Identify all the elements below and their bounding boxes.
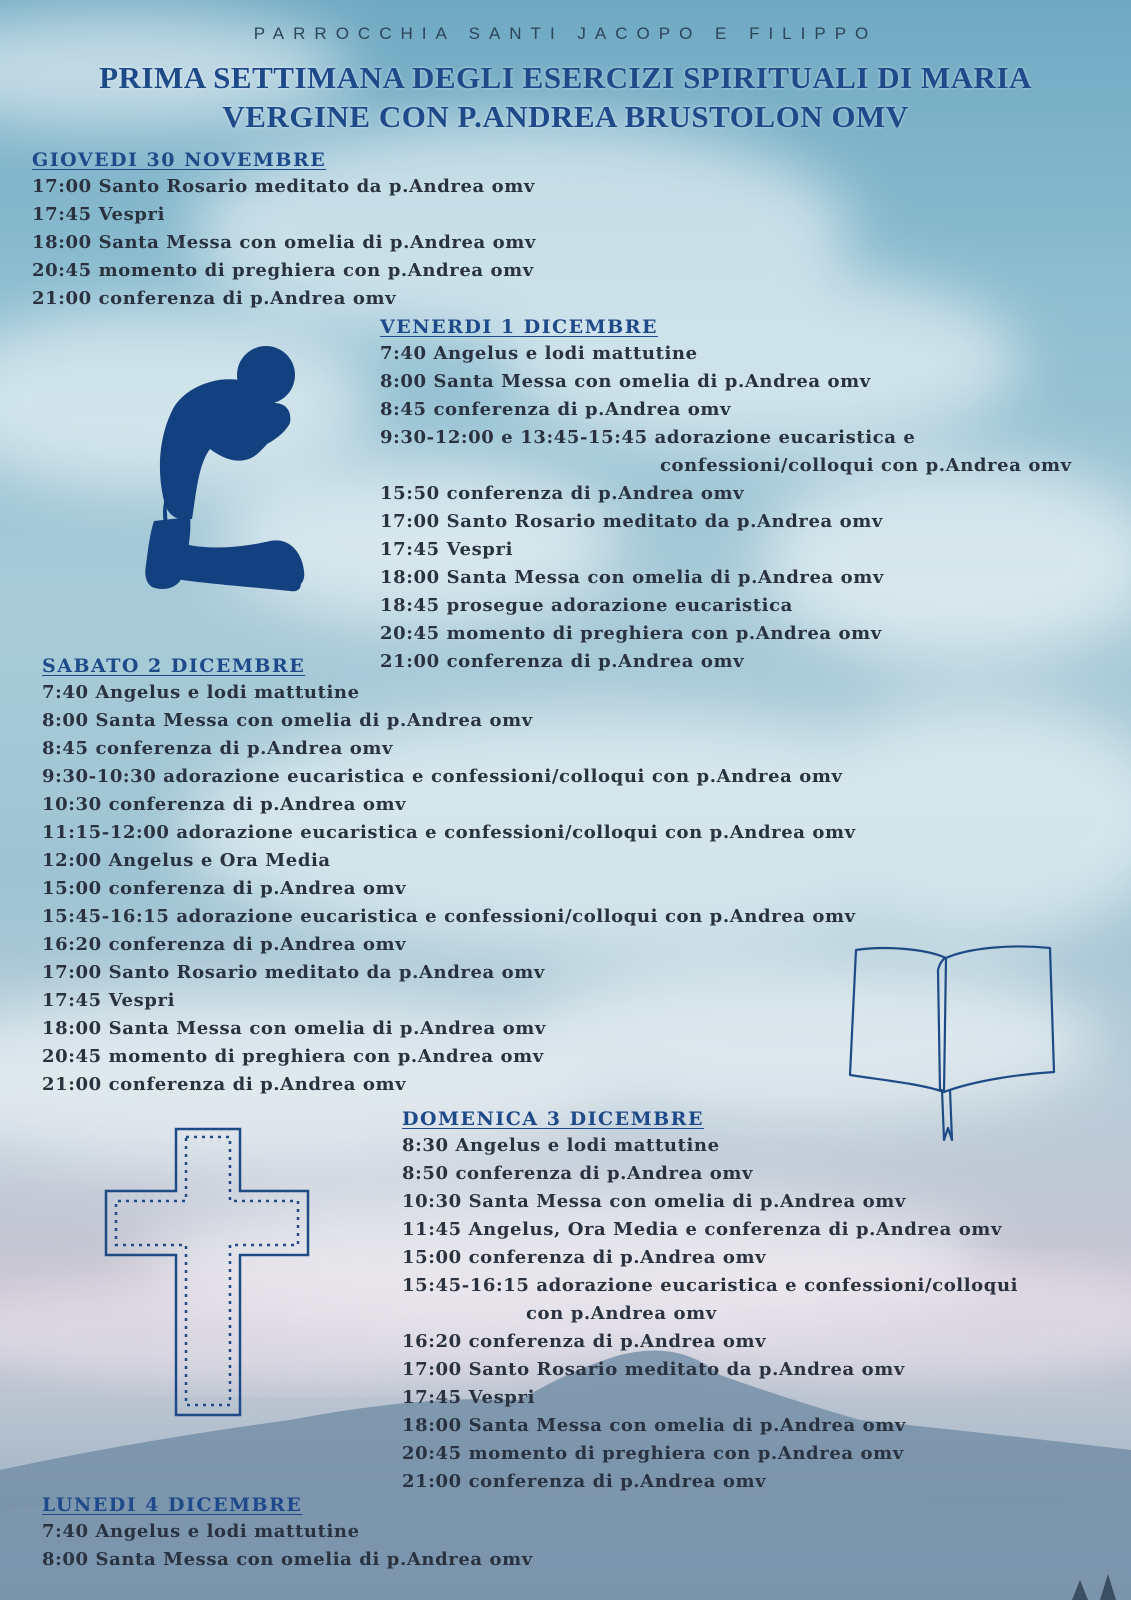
- schedule-item: 18:00 Santa Messa con omelia di p.Andrea omv: [32, 232, 536, 253]
- praying-man-icon: [140, 345, 320, 600]
- page-title: PRIMA SETTIMANA DEGLI ESERCIZI SPIRITUALI DI MARIA VERGINE CON P.ANDREA BRUSTOLON OMV: [99, 60, 1032, 134]
- schedule-item: 20:45 momento di preghiera con p.Andrea omv: [32, 260, 534, 281]
- schedule-item: 11:15-12:00 adorazione eucaristica e confessioni/colloqui con p.Andrea omv: [42, 822, 856, 843]
- schedule-item: 21:00 conferenza di p.Andrea omv: [380, 651, 745, 672]
- schedule-item: 21:00 conferenza di p.Andrea omv: [32, 288, 397, 309]
- schedule-item: 17:45 Vespri: [380, 539, 514, 560]
- schedule-item: 17:45 Vespri: [402, 1387, 536, 1408]
- schedule-item: 7:40 Angelus e lodi mattutine: [380, 343, 698, 364]
- schedule-item: 8:45 conferenza di p.Andrea omv: [380, 399, 732, 420]
- schedule-list: [42, 679, 856, 1099]
- day-thursday: [32, 148, 536, 313]
- schedule-item: [402, 1272, 1018, 1328]
- schedule-item: 17:00 Santo Rosario meditato da p.Andrea omv: [42, 962, 545, 983]
- schedule-list: [380, 340, 1072, 676]
- day-saturday: [42, 654, 856, 1099]
- open-book-icon: [842, 940, 1082, 1165]
- schedule-item: 20:45 momento di preghiera con p.Andrea omv: [380, 623, 882, 644]
- schedule-item: 9:30-10:30 adorazione eucaristica e confessioni/colloqui con p.Andrea omv: [42, 766, 843, 787]
- schedule-item: [380, 424, 1072, 480]
- schedule-item: 8:00 Santa Messa con omelia di p.Andrea omv: [380, 371, 871, 392]
- schedule-item: 10:30 conferenza di p.Andrea omv: [42, 794, 407, 815]
- schedule-item: 20:45 momento di preghiera con p.Andrea omv: [42, 1046, 544, 1067]
- schedule-item: 17:45 Vespri: [32, 204, 166, 225]
- day-title: GIOVEDI 30 NOVEMBRE: [32, 149, 327, 171]
- schedule-item: 17:00 Santo Rosario meditato da p.Andrea omv: [32, 176, 535, 197]
- schedule-item: 8:30 Angelus e lodi mattutine: [402, 1135, 720, 1156]
- schedule-item-continuation: confessioni/colloqui con p.Andrea omv: [660, 455, 1072, 476]
- schedule-list: [32, 173, 536, 313]
- schedule-item: 8:45 conferenza di p.Andrea omv: [42, 738, 394, 759]
- schedule-item: 21:00 conferenza di p.Andrea omv: [402, 1471, 767, 1492]
- schedule-item: 7:40 Angelus e lodi mattutine: [42, 1521, 360, 1542]
- schedule-item: 17:00 Santo Rosario meditato da p.Andrea omv: [402, 1359, 905, 1380]
- schedule-item: 18:00 Santa Messa con omelia di p.Andrea omv: [42, 1018, 546, 1039]
- schedule-item: 18:45 prosegue adorazione eucaristica: [380, 595, 793, 616]
- schedule-item: 18:00 Santa Messa con omelia di p.Andrea omv: [402, 1415, 906, 1436]
- schedule-item: 15:45-16:15 adorazione eucaristica e confessioni/colloqui con p.Andrea omv: [42, 906, 856, 927]
- parish-name: PARROCCHIA SANTI JACOPO E FILIPPO: [253, 24, 878, 43]
- schedule-item: 7:40 Angelus e lodi mattutine: [42, 682, 360, 703]
- day-title: LUNEDI 4 DICEMBRE: [42, 1494, 303, 1516]
- schedule-item: 15:50 conferenza di p.Andrea omv: [380, 483, 745, 504]
- dna-cross-icon: [98, 1125, 318, 1425]
- schedule-item: 17:45 Vespri: [42, 990, 176, 1011]
- day-monday: [42, 1493, 533, 1574]
- schedule-item: 8:50 conferenza di p.Andrea omv: [402, 1163, 754, 1184]
- schedule-item: 20:45 momento di preghiera con p.Andrea omv: [402, 1443, 904, 1464]
- schedule-item: 10:30 Santa Messa con omelia di p.Andrea omv: [402, 1191, 906, 1212]
- schedule-item: 15:00 conferenza di p.Andrea omv: [42, 878, 407, 899]
- schedule-item: 21:00 conferenza di p.Andrea omv: [42, 1074, 407, 1095]
- schedule-item: 16:20 conferenza di p.Andrea omv: [42, 934, 407, 955]
- day-title: DOMENICA 3 DICEMBRE: [402, 1108, 704, 1130]
- schedule-list: [42, 1518, 533, 1574]
- day-title: VENERDI 1 DICEMBRE: [380, 316, 659, 338]
- schedule-item-text: 9:30-12:00 e 13:45-15:45 adorazione eucaristica e: [380, 427, 916, 448]
- day-friday: [380, 315, 1072, 676]
- schedule-item: 12:00 Angelus e Ora Media: [42, 850, 331, 871]
- day-sunday: [402, 1107, 1018, 1496]
- schedule-item: 15:00 conferenza di p.Andrea omv: [402, 1247, 767, 1268]
- schedule-item: 16:20 conferenza di p.Andrea omv: [402, 1331, 767, 1352]
- schedule-item: 17:00 Santo Rosario meditato da p.Andrea omv: [380, 511, 883, 532]
- schedule-list: [402, 1132, 1018, 1496]
- schedule-item: 8:00 Santa Messa con omelia di p.Andrea omv: [42, 1549, 533, 1570]
- schedule-item: 8:00 Santa Messa con omelia di p.Andrea omv: [42, 710, 533, 731]
- schedule-item-continuation: con p.Andrea omv: [526, 1303, 717, 1324]
- schedule-item: 18:00 Santa Messa con omelia di p.Andrea omv: [380, 567, 884, 588]
- schedule-item: 11:45 Angelus, Ora Media e conferenza di p.Andrea omv: [402, 1219, 1003, 1240]
- day-title: SABATO 2 DICEMBRE: [42, 655, 306, 677]
- schedule-item-text: 15:45-16:15 adorazione eucaristica e confessioni/colloqui: [402, 1275, 1019, 1296]
